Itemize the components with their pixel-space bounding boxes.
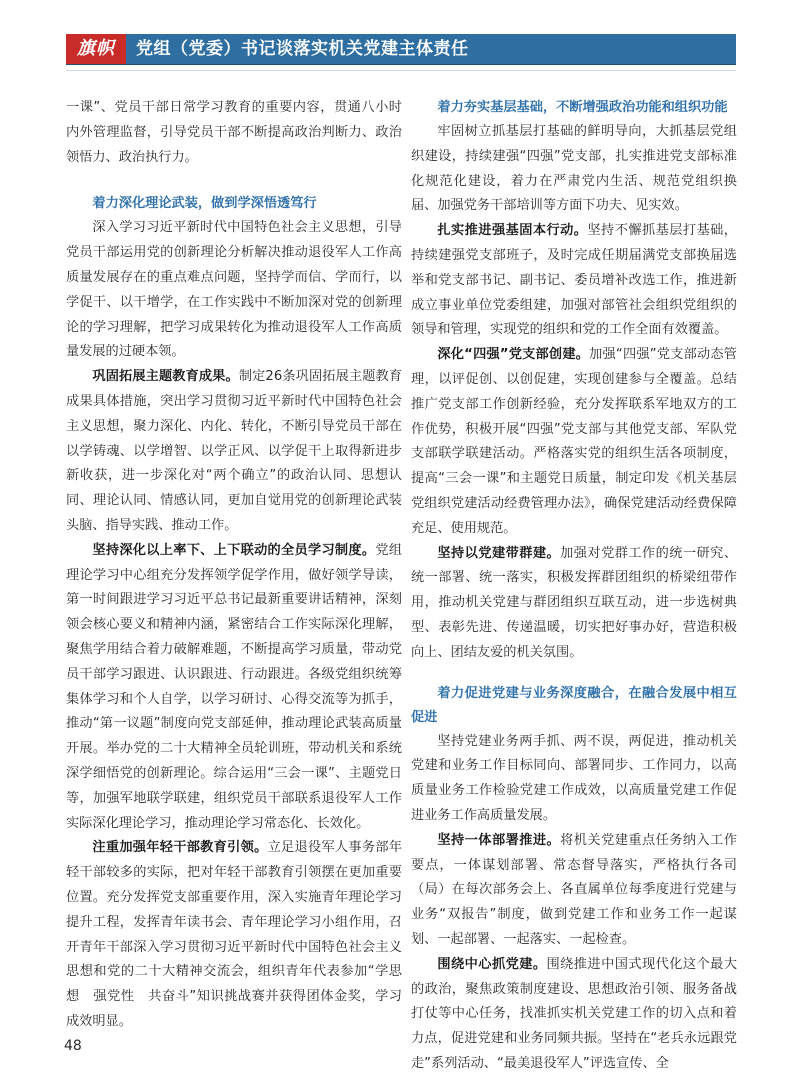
paragraph-body: 加强对党群工作的统一研究、统一部署、统一落实，积极发挥群团组织的桥梁纽带作用，推动机关党建与群团组织互联互动，进一步选树典型、表彰先进、传递温暖，切实把好事办好，营造积极向上、团结友爱的机关氛围。 xyxy=(411,545,738,660)
paragraph-lead: 巩固拓展主题教育成果。 xyxy=(92,369,239,385)
paragraph xyxy=(66,365,402,539)
paragraph-lead: 坚持以党建带群建。 xyxy=(437,545,561,561)
paragraph: 一课”、党员干部日常学习教育的重要内容，贯通八小时内外管理监督，引导党员干部不断提高政治判断力、政治领悟力、政治执行力。 xyxy=(66,100,402,165)
paragraph-lead: 扎实推进强基固本行动。 xyxy=(437,223,588,239)
paragraph-lead: 坚持深化以上率下、上下联动的全员学习制度。 xyxy=(92,542,376,558)
paragraph xyxy=(411,829,737,953)
left-column xyxy=(66,96,402,1035)
header-divider xyxy=(66,70,736,71)
paragraph-lead: 坚持一体部署推进。 xyxy=(437,832,561,848)
paragraph-body: 制定26条巩固拓展主题教育成果具体措施，突出学习贯彻习近平新时代中国特色社会主义思想，聚力深化、内化、转化，不断引导党员干部在以学铸魂、以学增智、以学正风、以学促干上取得新进步新收获，进一步深化对“两个确立”的政治认同、思想认同、理论认同、情感认同，更加自觉用党的创新理论武装头脑、指导实践、推动工作。 xyxy=(66,369,403,533)
paragraph-body: 围绕推进中国式现代化这个最大的政治，聚焦政策制度建设、思想政治引领、服务备战打仗等中心任务，找准抓实机关党建工作的切入点和着力点，促进党建和业务同频共振。坚持在“老兵永远跟党走”系列活动、“最美退役军人”评选宣传、全 xyxy=(411,956,738,1071)
paragraph-lead: 围绕中心抓党建。 xyxy=(437,956,547,972)
paragraph-lead: 注重加强年轻干部教育引领。 xyxy=(92,840,268,856)
paragraph-lead: 深化“四强”党支部创建。 xyxy=(437,347,590,363)
paragraph xyxy=(411,953,737,1077)
paragraph-body: 将机关党建重点任务纳入工作要点，一体谋划部署、常态督导落实，严格执行各司（局）在每次部务会上、各直属单位每季度进行党建与业务“双报告”制度，做到党建工作和业务工作一起谋划、一起部署、一起落实、一起检查。 xyxy=(411,832,738,947)
section-title: 党组（党委）书记谈落实机关党建主体责任 xyxy=(136,39,469,59)
paragraph xyxy=(411,542,737,666)
paragraph-body: 立足退役军人事务部年轻干部较多的实际，把对年轻干部教育引领摆在更加重要位置。充分发挥党支部重要作用，深入实施青年理论学习提升工程，发挥青年读书会、青年理论学习小组作用，召开青年干部深入学习贯彻习近平新时代中国特色社会主义思想和党的二十大精神交流会，组织青年代表参加“学思想 强党性 共奋斗”知识挑战赛并获得团体金奖，学习成效明显。 xyxy=(66,840,403,1029)
paragraph xyxy=(411,343,737,541)
paragraph: 坚持党建业务两手抓、两不误，两促进，推动机关党建和业务工作目标同向、部署同步、工作同力，以高质量业务工作检验党建工作成效，以高质量党建工作促进业务工作高质量发展。 xyxy=(411,733,737,823)
paragraph xyxy=(66,836,402,1034)
paragraph xyxy=(66,539,402,837)
paragraph-body: 加强“四强”党支部动态管理，以评促创、以创促建，实现创建参与全覆盖。总结推广党支部工作创新经验，充分发挥联系军地双方的工作优势，积极开展“四强”党支部与其他党支部、军队党支部联学联建活动。严格落实党的组织生活各项制度，提高“三会一课”和主题党日质量，制定印发《机关基层党组织党建活动经费管理办法》，确保党建活动经费保障充足、使用规范。 xyxy=(411,347,737,536)
page-number: 48 xyxy=(64,1038,82,1054)
paragraph: 深入学习习近平新时代中国特色社会主义思想，引导党员干部运用党的创新理论分析解决推动退役军人工作高质量发展存在的重点难点问题，坚持学而信、学而行，以学促干、以干增学，在工作实践中不断加深对党的创新理论的学习理解，把学习成果转化为推动退役军人工作高质量发展的过硬本领。 xyxy=(66,220,402,360)
paragraph xyxy=(411,219,737,343)
magazine-logo: 旗帜 xyxy=(66,34,126,64)
paragraph-body: 坚持不懈抓基层打基础，持续建强党支部班子，及时完成任期届满党支部换届选举和党支部书记、副书记、委员增补改选工作，推进新成立事业单位党委组建，加强对部管社会组织党组织的领导和管理，实现党的组织和党的工作全面有效覆盖。 xyxy=(411,223,737,338)
section-heading: 着力夯实基层基础，不断增强政治功能和组织功能 xyxy=(437,100,728,115)
section-header xyxy=(66,34,736,65)
right-column xyxy=(411,96,737,1077)
paragraph-body: 党组理论学习中心组充分发挥领学促学作用，做好领学导读，第一时间跟进学习习近平总书记最新重要讲话精神，深刻领会核心要义和精神内涵，紧密结合工作实际深化理解，聚焦学用结合着力破解难题，不断提高学习质量，带动党员干部学习跟进、认识跟进、行动跟进。各级党组织统筹集体学习和个人自学，以学习研讨、心得交流等为抓手，推动“第一议题”制度向党支部延伸，推动理论武装高质量开展。举办党的二十大精神全员轮训班，带动机关和系统深学细悟党的创新理论。综合运用“三会一课”、主题党日等，加强军地联学联建，组织党员干部联系退役军人工作实际深化理论学习，推动理论学习常态化、长效化。 xyxy=(66,542,403,831)
section-heading: 着力促进党建与业务深度融合，在融合发展中相互促进 xyxy=(411,685,737,725)
paragraph: 牢固树立抓基层打基础的鲜明导向，大抓基层党组织建设，持续建强“四强”党支部，扎实推进党支部标准化规范化建设，着力在严肃党内生活、规范党组织换届、加强党务干部培训等方面下功夫、见实效。 xyxy=(411,124,737,214)
section-heading: 着力深化理论武装，做到学深悟透笃行 xyxy=(92,196,317,212)
